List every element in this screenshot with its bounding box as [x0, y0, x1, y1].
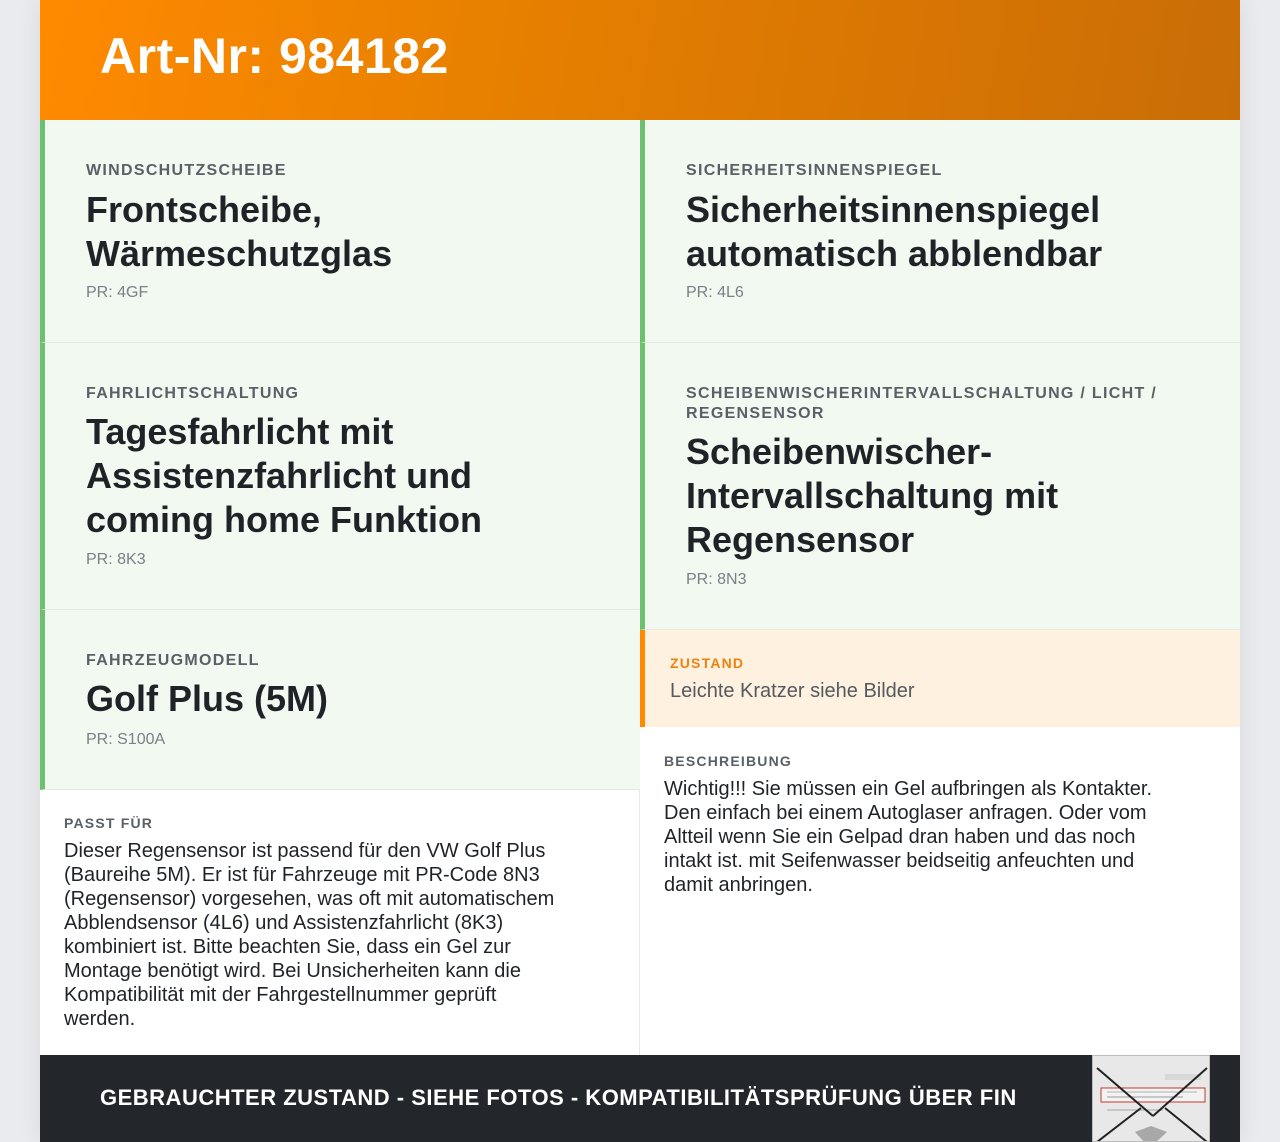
feature-card-fahrzeugmodell — [40, 610, 640, 790]
feature-name: Sicherheitsinnenspiegel automatisch abblendbar — [686, 189, 1103, 274]
feature-name: Tagesfahrlicht mit Assistenzfahrlicht und coming home Funktion — [86, 411, 482, 540]
feature-category: FAHRLICHTSCHALTUNG — [86, 385, 300, 402]
condition-value: Leichte Kratzer siehe Bilder — [670, 680, 915, 702]
datasheet — [40, 0, 1240, 1142]
article-number-title: Art-Nr: 984182 — [100, 28, 449, 84]
fits-label: PASST FÜR — [64, 815, 154, 831]
product-photo-thumbnail-icon — [1092, 1055, 1210, 1142]
feature-pr-code: PR: S100A — [86, 731, 166, 748]
feature-card-sicherheitsinnenspiegel — [640, 120, 1240, 343]
feature-category: SICHERHEITSINNENSPIEGEL — [686, 162, 943, 179]
fits-text: Dieser Regensensor ist passend für den VW Golf Plus (Baureihe 5M). Er ist für Fahrzeuge mit PR-Code 8N3 (Regensensor) vorgesehen, was oft mit automatischem Abblendsensor (4L6) und Assistenzfahrlicht (8K3) kombiniert ist. Bitte beachten Sie, dass ein Gel zur Montage benötigt wird. Bei Unsicherheiten kann die Kompatibilität mit der Fahrgestellnummer geprüft werden. — [64, 840, 555, 1030]
footer-notice: GEBRAUCHTER ZUSTAND - SIEHE FOTOS - KOMPATIBILITÄTSPRÜFUNG ÜBER FIN — [100, 1085, 1017, 1110]
feature-card-fahrlichtschaltung — [40, 343, 640, 610]
feature-category: WINDSCHUTZSCHEIBE — [86, 162, 287, 179]
description-label: BESCHREIBUNG — [664, 753, 792, 769]
feature-name: Frontscheibe, Wärmeschutzglas — [86, 189, 393, 274]
column-divider — [639, 790, 640, 1055]
header-bar — [40, 0, 1240, 120]
feature-card-scheibenwischer — [640, 343, 1240, 630]
feature-name: Golf Plus (5M) — [86, 678, 328, 719]
feature-card-windschutzscheibe — [40, 120, 640, 343]
feature-pr-code: PR: 8K3 — [86, 551, 146, 568]
envelope-photo-icon — [1093, 1056, 1210, 1142]
condition-label: ZUSTAND — [670, 655, 745, 671]
condition-box — [640, 630, 1240, 727]
feature-category: FAHRZEUGMODELL — [86, 652, 260, 669]
footer-bar — [40, 1055, 1240, 1142]
feature-pr-code: PR: 4GF — [86, 284, 149, 301]
feature-pr-code: PR: 4L6 — [686, 284, 744, 301]
feature-name: Scheibenwischer- Intervallschaltung mit Regensensor — [686, 431, 1059, 560]
feature-pr-code: PR: 8N3 — [686, 571, 747, 588]
description-text: Wichtig!!! Sie müssen ein Gel aufbringen als Kontakter. Den einfach bei einem Autoglaser anfragen. Oder vom Altteil wenn Sie ein Gelpad dran haben und das noch intakt ist. mit Seifenwasser beidseitig anfeuchten und damit anbringen. — [664, 778, 1153, 896]
feature-category: SCHEIBENWISCHERINTERVALLSCHALTUNG / LICHT / REGENSENSOR — [686, 385, 1158, 422]
